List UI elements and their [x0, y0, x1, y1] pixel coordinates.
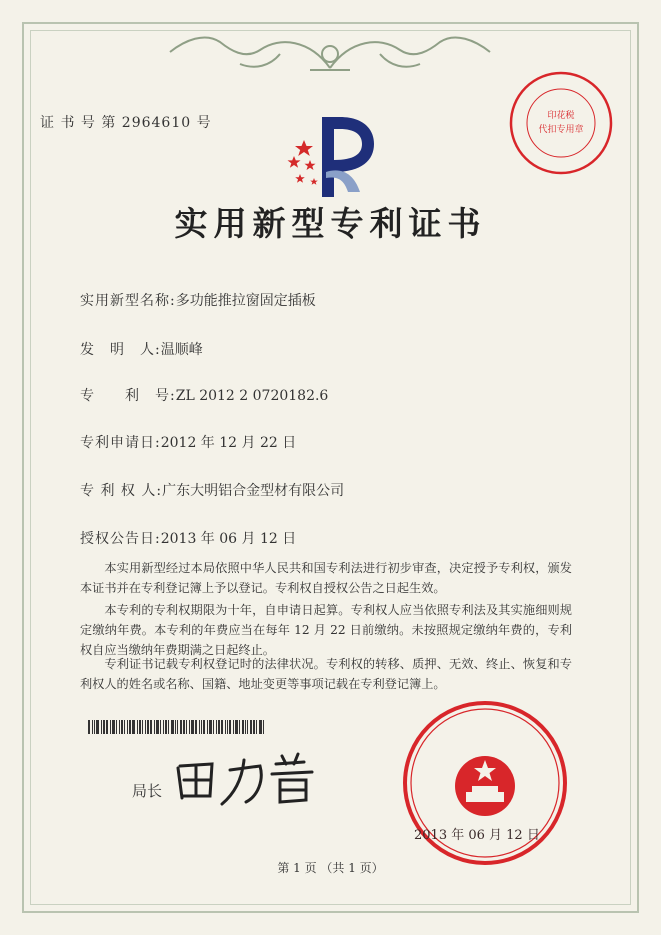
field-value: ZL 2012 2 0720182.6: [175, 388, 329, 404]
field-label: 专 利 号:: [80, 388, 176, 404]
field-label: 专利申请日:: [80, 435, 161, 451]
director-label: 局长: [132, 782, 163, 800]
barcode: [88, 720, 328, 734]
field-value: 2012 年 12 月 22 日: [160, 435, 297, 451]
paragraph-legal-status: 专利证书记载专利权登记时的法律状况。专利权的转移、质押、无效、终止、恢复和专利权人的姓名或名称、国籍、地址变更等事项记载在专利登记簿上。: [80, 657, 572, 691]
field-patent-number: [80, 385, 328, 405]
director-signature: [172, 750, 332, 810]
ornament-icon: [160, 30, 500, 80]
paragraph-term: 本专利的专利权期限为十年，自申请日起算。专利权人应当依照专利法及其实施细则规定缴纳年费。本专利的年费应当在每年 12 月 22 日前缴纳。未按照规定缴纳年费的，专利权自应当缴纳年费期满之日起终止。: [80, 603, 572, 657]
field-value: 温顺峰: [160, 342, 203, 358]
svg-text:代扣专用章: 代扣专用章: [538, 125, 584, 135]
field-value: 2013 年 06 月 12 日: [160, 531, 297, 547]
field-label: 实用新型名称:: [80, 293, 176, 309]
field-value: 多功能推拉窗固定插板: [175, 293, 316, 309]
tax-stamp: [508, 70, 614, 176]
field-label: 发 明 人:: [80, 342, 161, 358]
field-patentee: [80, 480, 344, 500]
field-value: 广东大明铝合金型材有限公司: [162, 483, 345, 499]
svg-text:印花税: 印花税: [547, 111, 575, 121]
document-title: 实用新型专利证书: [174, 204, 487, 243]
paragraph-grant: 本实用新型经过本局依照中华人民共和国专利法进行初步审查，决定授予专利权，颁发本证书并在专利登记簿上予以登记。专利权自授权公告之日起生效。: [80, 561, 572, 595]
field-application-date: [80, 432, 296, 452]
seal-date: 2013 年 06 月 12 日: [414, 828, 540, 843]
page-footer: 第 1 页 （共 1 页）: [277, 861, 384, 875]
field-label: 专 利 权 人:: [80, 483, 163, 499]
field-utility-model-name: [80, 290, 316, 310]
field-grant-date: [80, 528, 296, 548]
certificate-number: 证 书 号 第 2964610 号: [40, 115, 212, 131]
patent-office-logo-icon: [282, 112, 382, 202]
field-inventor: [80, 339, 203, 359]
field-label: 授权公告日:: [80, 531, 161, 547]
